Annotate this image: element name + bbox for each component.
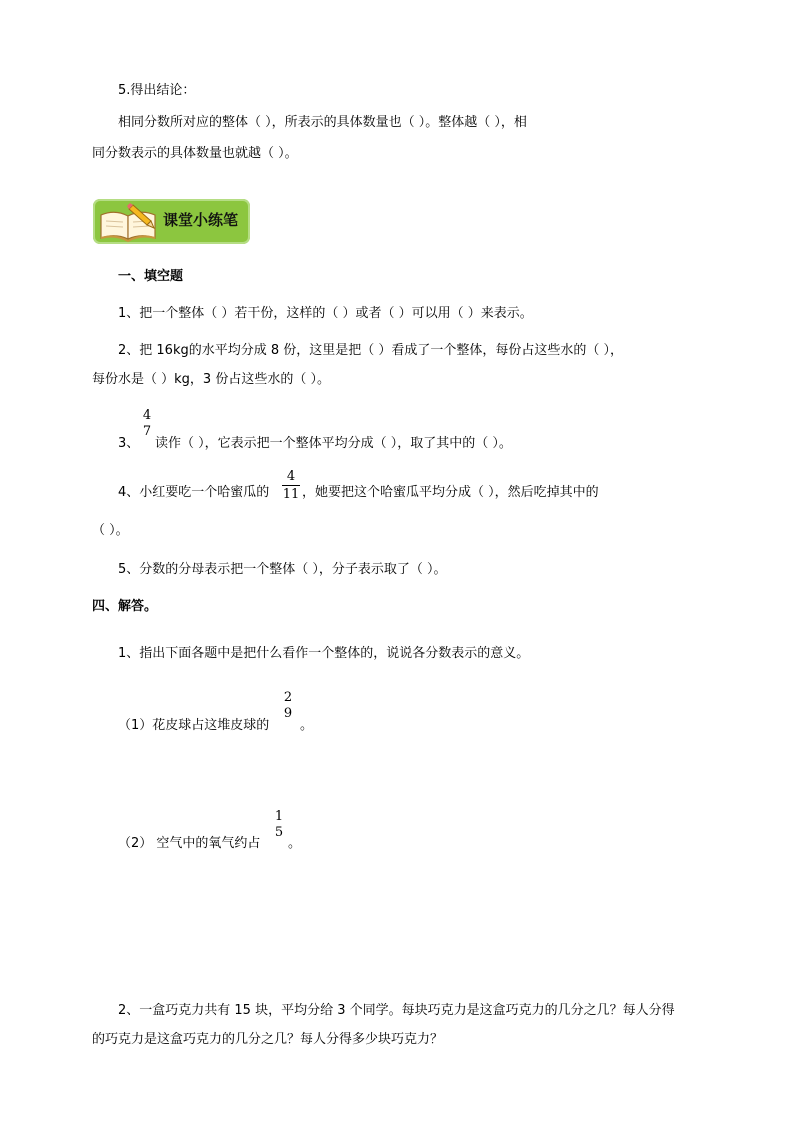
question-1-3-prefix: 3、 xyxy=(118,436,140,451)
question-1-5: 5、分数的分母表示把一个整体（ ），分子表示取了（ ）。 xyxy=(118,562,447,577)
question-4-1b-suffix: 。 xyxy=(288,836,302,851)
open-book-pencil-icon xyxy=(97,201,161,243)
fraction-1-5 xyxy=(272,809,286,840)
conclusion-heading: 5.得出结论： xyxy=(118,83,196,98)
banner-title: 课堂小练笔 xyxy=(163,211,239,229)
fraction-numerator: 4 xyxy=(286,469,296,484)
fraction-denominator: 11 xyxy=(282,487,300,502)
fraction-numerator: 2 xyxy=(283,690,293,705)
conclusion-line-2: 同分数表示的具体数量也就越（ ）。 xyxy=(92,146,298,161)
section-1-heading: 一、填空题 xyxy=(118,269,184,284)
question-1-2-line-1: 2、把 16kg的水平均分成 8 份，这里是把（ ）看成了一个整体，每份占这些水的（ ）， xyxy=(118,343,624,358)
question-1-4-line-2: （ ）。 xyxy=(92,523,129,538)
question-1-4-prefix: 4、小红要吃一个哈蜜瓜的 xyxy=(118,485,270,500)
question-1-4-text: ，她要把这个哈蜜瓜平均分成（ ），然后吃掉其中的 xyxy=(302,485,599,500)
fraction-4-7 xyxy=(140,408,154,439)
question-4-1: 1、指出下面各题中是把什么看作一个整体的，说说各分数表示的意义。 xyxy=(118,646,530,661)
question-4-1a-prefix: （1）花皮球占这堆皮球的 xyxy=(118,718,270,733)
fraction-denominator: 7 xyxy=(142,424,152,439)
fraction-denominator: 5 xyxy=(274,825,284,840)
question-4-2-line-2: 的巧克力是这盒巧克力的几分之几？每人分得多少块巧克力？ xyxy=(92,1032,444,1047)
fraction-numerator: 4 xyxy=(142,408,152,423)
question-1-3-text: 读作（ ），它表示把一个整体平均分成（ ），取了其中的（ ）。 xyxy=(155,436,512,451)
conclusion-line-1: 相同分数所对应的整体（ ），所表示的具体数量也（ ）。整体越（ ），相 xyxy=(118,115,527,130)
practice-banner xyxy=(93,199,250,244)
question-4-2-line-1: 2、一盒巧克力共有 15 块，平均分给 3 个同学。每块巧克力是这盒巧克力的几分之几？每人分得 xyxy=(118,1003,675,1018)
question-1-1: 1、把一个整体（ ）若干份，这样的（ ）或者（ ）可以用（ ）来表示。 xyxy=(118,306,533,321)
fraction-2-9 xyxy=(281,690,295,721)
question-1-2-line-2: 每份水是（ ）kg，3 份占这些水的（ ）。 xyxy=(92,372,330,387)
section-4-heading: 四、解答。 xyxy=(92,599,158,614)
fraction-4-11 xyxy=(282,469,300,502)
fraction-denominator: 9 xyxy=(283,706,293,721)
fraction-numerator: 1 xyxy=(274,809,284,824)
question-4-1a-suffix: 。 xyxy=(300,718,314,733)
question-4-1b-prefix: （2） 空气中的氧气约占 xyxy=(118,836,261,851)
